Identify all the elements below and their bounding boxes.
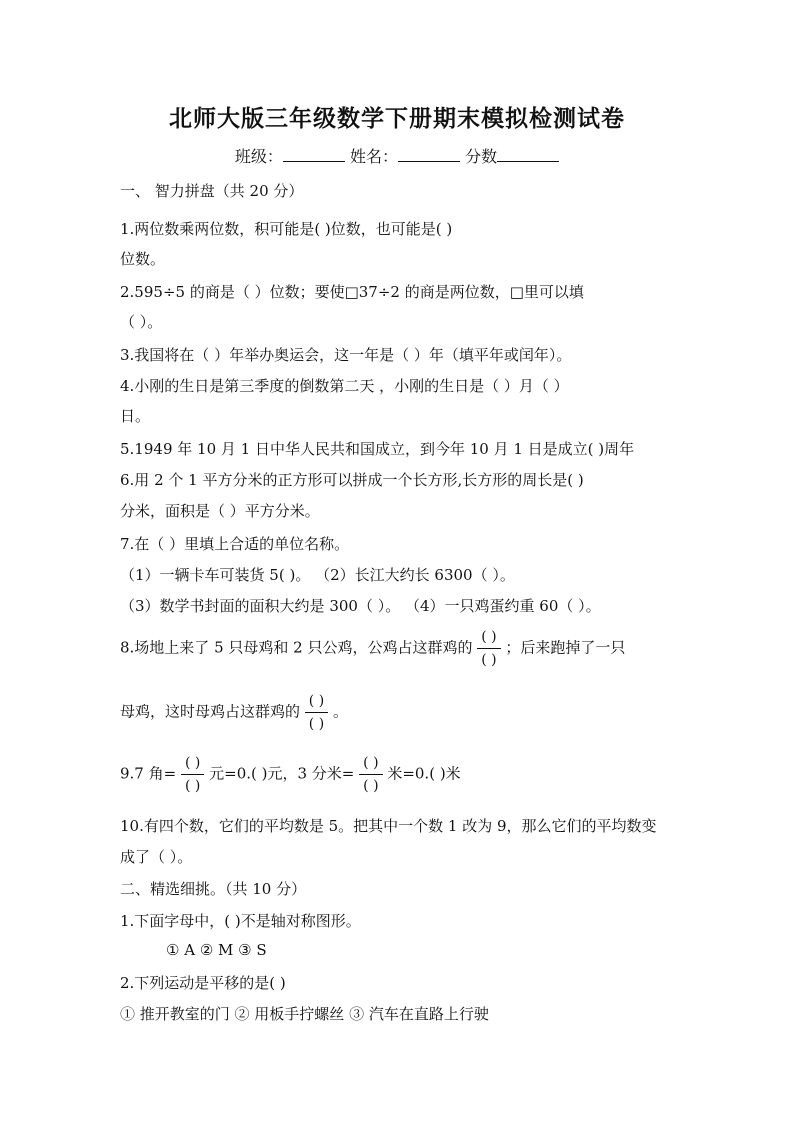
page-title: 北师大版三年级数学下册期末模拟检测试卷 (169, 105, 625, 132)
class-label: 班级： (234, 147, 283, 166)
score-blank[interactable] (497, 147, 559, 162)
fraction-denominator: ( ) (481, 652, 497, 668)
fraction-denominator: ( ) (308, 716, 325, 732)
section-1-heading: 一、 智力拼盘（共 20 分） (120, 182, 304, 200)
question-2-1-options: ① A ② M ③ S (166, 941, 267, 959)
question-9-text-b: 元=0.( )元，3 分米= (209, 764, 355, 783)
question-2-2-options: ① 推开教室的门 ② 用板手拧螺丝 ③ 汽车在直路上行驶 (120, 1005, 489, 1023)
student-info-line (0, 144, 794, 167)
score-label: 分数 (465, 147, 498, 166)
fraction-blank[interactable] (305, 690, 328, 735)
question-7-part-1: （1）一辆卡车可装货 5( )。 （2）长江大约长 6300（ ）。 (120, 566, 515, 584)
question-9-text-c: 米=0.( )米 (387, 764, 461, 783)
fraction-numerator: ( ) (181, 752, 204, 775)
question-2-line-1: 2.595÷5 的商是（ ）位数；要使□37÷2 的商是两位数，□里可以填 (120, 283, 584, 301)
question-8-line-2 (120, 690, 348, 735)
fraction-denominator: ( ) (363, 778, 379, 794)
question-7: 7.在（ ）里填上合适的单位名称。 (120, 535, 350, 553)
section-2-heading: 二、精选细挑。（共 10 分） (120, 880, 307, 898)
question-10-line-2: 成了（ ）。 (120, 848, 193, 866)
question-4-line-1: 4.小刚的生日是第三季度的倒数第二天 ，小刚的生日是（ ）月（ ） (120, 377, 569, 395)
fraction-numerator: ( ) (305, 690, 328, 713)
question-8-text-d: 。 (332, 702, 348, 721)
question-2-1: 1.下面字母中，( )不是轴对称图形。 (120, 912, 361, 930)
fraction-blank[interactable] (359, 752, 382, 797)
fraction-denominator: ( ) (184, 778, 201, 794)
question-8-text-a: 8.场地上来了 5 只母鸡和 2 只公鸡，公鸡占这群鸡的 (120, 638, 473, 657)
name-blank[interactable] (398, 147, 460, 162)
question-1-line-2: 位数。 (120, 250, 166, 268)
question-5: 5.1949 年 10 月 1 日中华人民共和国成立，到今年 10 月 1 日是成立( )周年 (120, 440, 635, 458)
question-6-line-1: 6.用 2 个 1 平方分米的正方形可以拼成一个长方形,长方形的周长是( ) (120, 471, 584, 489)
question-4-line-2: 日。 (120, 407, 151, 425)
question-1-line-1: 1.两位数乘两位数，积可能是( )位数，也可能是( ) (120, 220, 453, 238)
fraction-numerator: ( ) (477, 626, 500, 649)
class-blank[interactable] (283, 147, 345, 162)
question-6-line-2: 分米，面积是（ ）平方分米。 (120, 502, 320, 520)
question-9-text-a: 9.7 角= (120, 764, 177, 783)
question-8-line-1 (120, 626, 625, 671)
question-7-part-2: （3）数学书封面的面积大约是 300（ ）。 （4）一只鸡蛋约重 60（ ）。 (120, 597, 601, 615)
question-10-line-1: 10.有四个数，它们的平均数是 5。把其中一个数 1 改为 9，那么它们的平均数变 (120, 817, 657, 835)
fraction-numerator: ( ) (359, 752, 382, 775)
name-label: 姓名： (349, 147, 398, 166)
question-9 (120, 752, 461, 797)
question-3: 3.我国将在（ ）年举办奥运会，这一年是（ ）年（填平年或闰年）。 (120, 346, 572, 364)
fraction-blank[interactable] (181, 752, 204, 797)
question-8-text-c: 母鸡，这时母鸡占这群鸡的 (120, 702, 301, 721)
question-8-text-b: ；后来跑掉了一只 (505, 638, 626, 657)
question-2-2: 2.下列运动是平移的是( ) (120, 974, 286, 992)
fraction-blank[interactable] (477, 626, 500, 671)
question-2-line-2: （ ）。 (120, 313, 163, 331)
